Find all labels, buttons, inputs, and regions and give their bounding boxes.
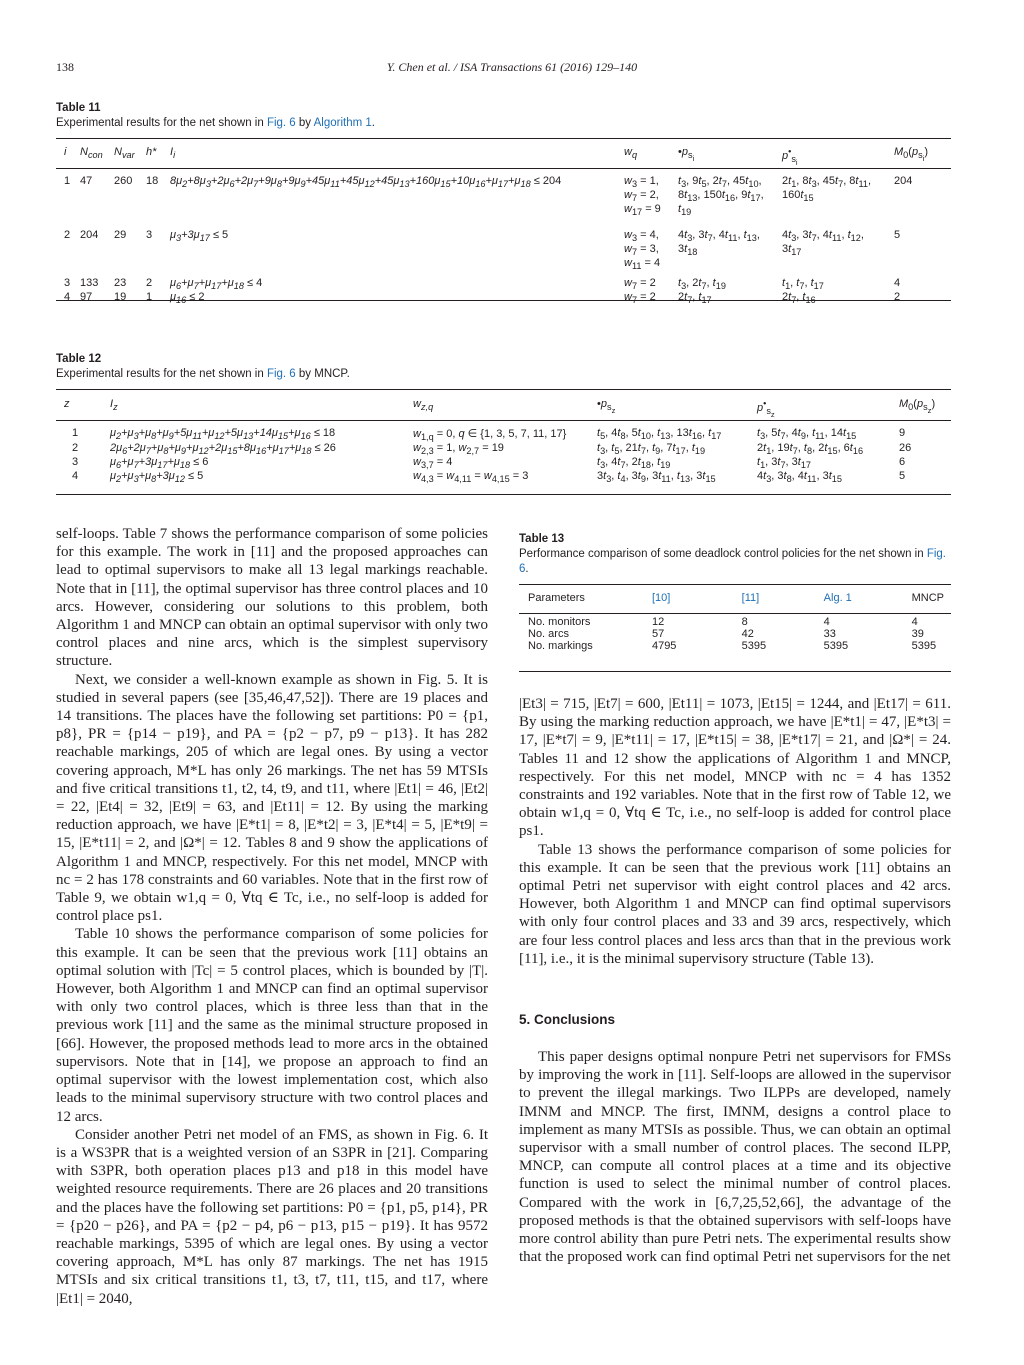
paragraph: self-loops. Table 7 shows the performance comparison of some policies for this example. The work in [11] and the proposed approaches can lead to optimal supervisors to make all 13 legal markings reachable. Note that in [11], the optimal supervisor has three control places and 10 arcs. However, considering our solutions to this problem, both Algorithm 1 and MNCP can obtain an optimal supervisor with only two control places and nine arcs, which is the simplest supervisory structure. [56, 526, 488, 670]
table-row: 1 $\mu_2+\mu_3+\mu_8+\mu_9+5\mu_{11}+\mu_{12}+5\mu_{13}+14\mu_{15}+\mu_{16} \le 18$ $w_{1,q} = 0$, q ∈ {1, 3, 5, 7, 11, 17} $t_5$, $4t_8$, $5t_{10}$, $t_{13}$, $13t_{16}$, $t_{17}$ $t_3$, $5t_7$, $4t_9$, $t_{11}$, $14t_{15}$ 9 [72, 426, 906, 442]
col-pre: $•p_{s_i}$ [678, 146, 695, 164]
table12 [60, 392, 948, 484]
table11-caption: Table 11 Experimental results for the net shown in Fig. 6 by Algorithm 1. [56, 101, 968, 131]
col-pre: $•p_{s_z}$ [597, 398, 616, 416]
fig6-link[interactable]: Fig. 6 [266, 117, 296, 129]
table11-label: Table 11 [56, 102, 101, 114]
table-row: 3 $\mu_6+\mu_7+3\mu_{17}+\mu_{18} \le 6$ $w_{3,7} = 4$ $t_3$, $4t_7$, $2t_{18}$, $t_{19}$ $t_1$, $3t_7$, $3t_{17}$ 6 [72, 456, 906, 471]
table-row: No. monitors 12 8 4 4 [528, 616, 918, 628]
ref11-link[interactable]: [11] [741, 592, 760, 604]
col-h: h* [146, 146, 157, 158]
col-nvar: $N_{var}$ [114, 146, 135, 161]
ref10-link[interactable]: [10] [651, 592, 671, 604]
table-row: No. arcs 57 42 33 39 [528, 628, 924, 640]
col-wq: $w_q$ [624, 146, 638, 161]
col-ii: $I_i$ [170, 146, 176, 161]
alg1-link[interactable]: Alg. 1 [823, 592, 852, 604]
col-m0: $M_0(p_{s_i})$ [894, 146, 929, 164]
section-heading: 5. Conclusions [519, 1012, 616, 1027]
col-i: i [64, 146, 67, 158]
table12-caption: Table 12 Experimental results for the net shown in Fig. 6 by MNCP. [56, 352, 968, 382]
paragraph: This paper designs optimal nonpure Petri net supervisors for FMSs by improving the work in [11]. Self-loops are allowed in the supervisor to prevent the illegal markings. Two ILPPs are developed, namely IMNM and MNCP. The first, IMNM, designs a control place to implement as many MTSIs as possible. Thus, we can obtain an optimal supervisor with a small number of control places. The second ILPP, MNCP, can compute all control places at a time and its objective function is used to select the minimal number of control places. Compared with the work in [6,7,25,52,66], the advantage of the proposed methods is that the obtained supervisors with self-loops have more control ability than pure Petri nets. The experimental results show that the proposed work can find optimal Petri net supervisors for the net [519, 1049, 951, 1266]
table-row: 2 204 29 3 $\mu_3+3\mu_{17} \le 5$ $w_3 = 4$, $w_7 = 3$, $w_{11} = 4$ $4t_3$, $3t_7$, $4t_{11}$, $t_{13}$, $3t_{18}$ $4t_3$, $3t_7$, $4t_{11}$, $t_{12}$, $3t_{17}$ 5 [64, 228, 901, 272]
table13-caption: Table 13 Performance comparison of some deadlock control policies for the net shown in Fig. 6. [519, 532, 951, 577]
col-z: z [64, 398, 70, 410]
running-header: Y. Chen et al. / ISA Transactions 61 (2016) 129–140 [386, 60, 638, 74]
table12-label: Table 12 [56, 353, 102, 365]
paragraph: Table 10 shows the performance comparison of some policies for this example. It can be seen that the previous work [11] obtains an optimal solution with |Tc| = 5 control places, which is bounded by |T|. However, both Algorithm 1 and MNCP can find an optimal supervisor with only two control places, which is three less than that in the previous work [11] and the same as the minimal structure proposed in [66]. However, the proposed methods lead to more arcs in the obtained supervisors. Note that in [14], we propose an approach to find an optimal supervisor with the lowest implementation cost, which also leads to the minimal supervisory structure with two control places and 12 arcs. [56, 926, 488, 1125]
table13 [524, 586, 948, 652]
table-row: 1 47 260 18 $8\mu_2+8\mu_3+2\mu_6+2\mu_7+9\mu_8+9\mu_9+45\mu_{11}+45\mu_{12}+45\mu_{13}+160\mu_{15}+10\mu_{16}+\mu_{17}+\mu_{18} \le 204$ $w_3 = 1$, $w_7 = 2$, $w_{17} = 9$ $t_3$, $9t_5$, $2t_7$, $45t_{10}$, $8t_{13}$, $150t_{16}$, $9t_{17}$, $t_{19}$ $2t_1$, $8t_3$, $45t_7$, $8t_{11}$, $160t_{15}$ 204 [64, 174, 913, 218]
table-row: 4 $\mu_2+\mu_3+\mu_8+3\mu_{12} \le 5$ $w_{4,3} = w_{4,11} = w_{4,15} = 3$ $3t_3$, $t_4$, $3t_9$, $3t_{11}$, $t_{13}$, $3t_{15}$ $4t_3$, $3t_8$, $4t_{11}$, $3t_{15}$ 5 [72, 470, 906, 485]
fig6-link[interactable]: Fig. 6 [519, 548, 946, 575]
paragraph: |Et3| = 715, |Et7| = 600, |Et11| = 1073, |Et15| = 1244, and |Et17| = 611. By using the marking reduction approach, we have |E*t1| = 47, |E*t3| = 17, |E*t7| = 9, |E*t11| = 17, |E*t15| = 38, |E*t17| = 21, and |Ω*| = 24. Tables 11 and 12 show the applications of Algorithm 1 and MNCP, respectively. For this net model, MNCP with nc = 4 has 1352 constraints and 192 variables. Note that in the first row of Table 12, we obtain w1,q = 0, ∀tq ∈ Tc, i.e., no self-loop is added for control place ps1. [519, 696, 951, 840]
table-row: 4 97 19 1 $\mu_{16} \le 2$ $w_7 = 2$ $2t_7$, $t_{17}$ $2t_7$, $t_{16}$ 2 [64, 290, 901, 306]
col-mncp: MNCP [911, 592, 944, 604]
table-row: 2 $2\mu_6+2\mu_7+\mu_8+\mu_9+\mu_{12}+2\mu_{15}+8\mu_{16}+\mu_{17}+\mu_{18} \le 26$ $w_{2,3} = 1$, $w_{2,7} = 19$ $t_3$, $t_5$, $21t_7$, $t_9$, $7t_{17}$, $t_{19}$ $2t_1$, $19t_7$, $t_8$, $2t_{15}$, $6t_{16}$ 26 [72, 441, 912, 457]
paragraph: Next, we consider a well-known example as shown in Fig. 5. It is studied in several papers (see [35,46,47,52]). There are 19 places and 14 transitions. The places have the following set partitions: P0 = {p1, p8}, PR = {p14 − p19}, and PA = {p2 − p7, p9 − p13}. It has 282 reachable markings, 205 of which are legal ones. By using a vector covering approach, M*L has only 26 markings. The net has 59 MTSIs and five critical transitions t1, t2, t4, t9, and t11, where |Et1| = 46, |Et2| = 22, |Et4| = 32, |Et9| = 63, and |Et11| = 12. By using the marking reduction approach, we have |E*t1| = 8, |E*t2| = 3, |E*t4| = 5, |E*t9| = 15, |E*t11| = 2, and |Ω*| = 12. Tables 8 and 9 show the applications of Algorithm 1 and MNCP, respectively. For this net model, MNCP with nc = 2 has 178 constraints and 60 variables. Note that in the first row of Table 9, we obtain w1,q = 0, ∀tq ∈ Tc, i.e., no self-loop is added for control place ps1. [56, 671, 488, 925]
table13-label: Table 13 [519, 533, 565, 545]
table11 [60, 140, 948, 305]
col-m0: $M_0(p_{s_z})$ [899, 398, 936, 416]
col-parameters: Parameters [528, 592, 585, 604]
table-row: No. markings 4795 5395 5395 5395 [528, 640, 937, 652]
paragraph: Consider another Petri net model of an FMS, as shown in Fig. 6. It is a WS3PR that is a weighted version of an S3PR in [21]. Comparing with S3PR, both operation places p13 and p18 in this model have weighted resource requirements. There are 26 places and 20 transitions and the places have the following set partitions: P0 = {p1, p5, p14}, PR = {p20 − p26}, and PA = {p2 − p4, p6 − p13, p15 − p19}. It has 9572 reachable markings, 5395 of which are legal ones. By using a vector covering approach, M*L has only 87 markings. The net has 1915 MTSIs and six critical transitions t1, t3, t7, t11, t15, and t17, where |Et1| = 2040, [56, 1126, 488, 1307]
paragraph: Table 13 shows the performance comparison of some policies for this example. It can be seen that the previous work [11] obtains an optimal Petri net supervisor with eight control places and 42 arcs. However, both Algorithm 1 and MNCP can find optimal supervisors with only four control places and 33 and 39 arcs, respectively, which are four less control places and less arcs than that in the previous work [11], i.e., it is the minimal supervisory structure (Table 13). [519, 841, 951, 967]
col-post: $p^•_{s_z}$ [757, 398, 775, 419]
left-column [56, 525, 488, 1308]
col-iz: $I_z$ [110, 398, 118, 413]
algorithm1-link[interactable]: Algorithm 1 [313, 117, 372, 129]
col-post: $p^•_{s_i}$ [782, 146, 798, 167]
col-wzq: $w_{z,q}$ [413, 398, 434, 413]
col-ncon: $N_{con}$ [80, 146, 103, 161]
table-row: 3 133 23 2 $\mu_6+\mu_7+\mu_{17}+\mu_{18} \le 4$ $w_7 = 2$ $t_3$, $2t_7$, $t_{19}$ $t_1$, $t_7$, $t_{17}$ 4 [64, 276, 901, 291]
right-column [519, 695, 951, 968]
page-number: 138 [56, 60, 74, 74]
right-column-conclusions [519, 1048, 951, 1266]
fig6-link[interactable]: Fig. 6 [266, 368, 296, 380]
